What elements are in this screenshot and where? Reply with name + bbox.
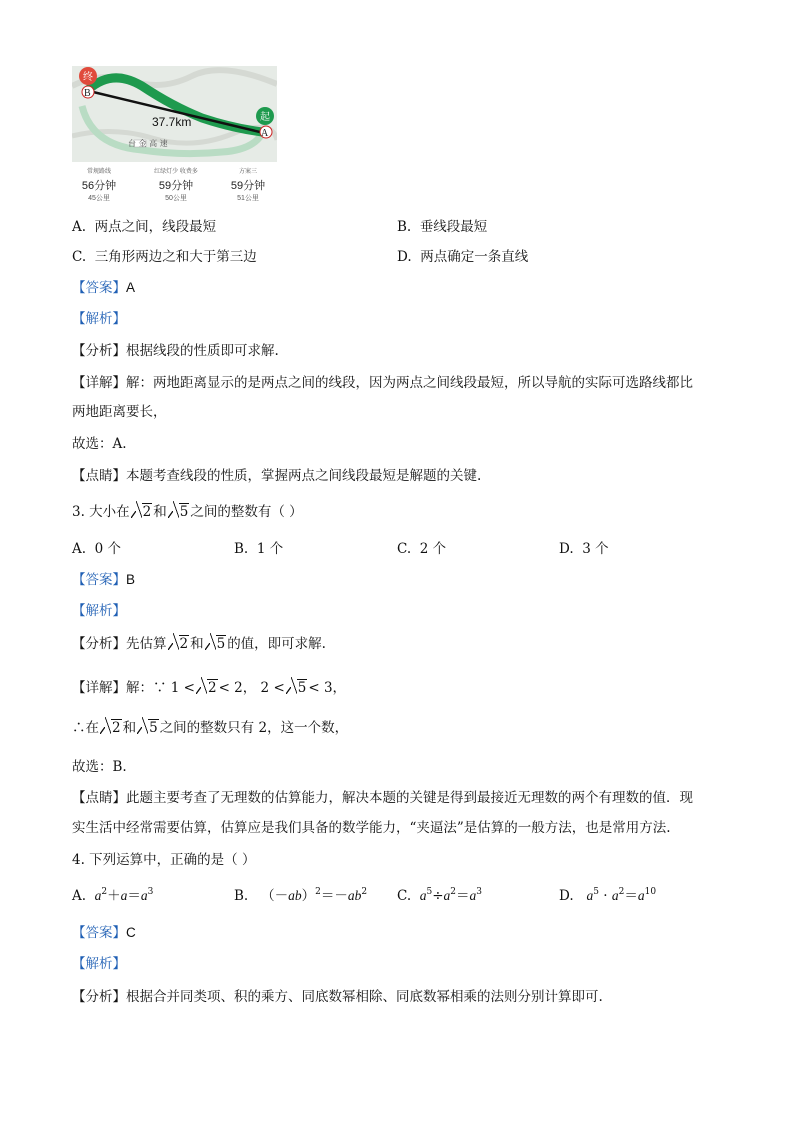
q3-option-c: C. 2 个: [397, 541, 447, 557]
road-label: 台 金 高 速: [128, 139, 168, 148]
route-2-distance: 50公里: [165, 195, 187, 202]
q4-answer: 【答案】C: [72, 925, 136, 941]
route-1-label: 常规路线: [86, 169, 111, 175]
start-marker: 起: [260, 112, 270, 123]
q4-jiexi-tag: 【解析】: [72, 956, 126, 972]
point-b: B: [84, 88, 91, 99]
q3-dianjing-line1: 【点睛】此题主要考查了无理数的估算能力，解决本题的关键是得到最接近无理数的两个有理数的值．现: [72, 790, 693, 806]
q4-option-d: D. $a^5 \cdot a^2=a^{10}$: [559, 887, 657, 904]
q2-fenxi: 【分析】根据线段的性质即可求解.: [72, 343, 279, 359]
q4-stem: 4. 下列运算中，正确的是（ ）: [72, 852, 256, 868]
route-option-3: [218, 166, 278, 203]
q2-xiangjie-line2: 两地距离要长，: [72, 404, 167, 420]
q4-fenxi: 【分析】根据合并同类项、积的乘方、同底数幂相除、同底数幂相乘的法则分别计算即可.: [72, 989, 603, 1005]
q2-option-c: C. 三角形两边之和大于第三边: [72, 249, 257, 265]
map-graphic: [72, 66, 277, 162]
navigation-map: [72, 66, 277, 162]
q2-dianjing: 【点睛】本题考查线段的性质，掌握两点之间线段最短是解题的关键.: [72, 468, 482, 484]
q3-xiangjie: 【详解】解：∵ 1 < 2 < 2， 2 < 5 < 3，: [72, 680, 347, 696]
q3-stem: 3. 大小在 2 和 5 之间的整数有（ ）: [72, 504, 303, 520]
route-2-time: 59分钟: [158, 180, 194, 192]
route-option-1: [69, 166, 129, 203]
distance-label: 37.7km: [152, 115, 192, 129]
q2-option-a: A. 两点之间，线段最短: [72, 219, 217, 235]
q2-option-d: D. 两点确定一条直线: [397, 249, 529, 265]
q2-option-b: B. 垂线段最短: [397, 219, 488, 235]
q3-guxuan: 故选：B.: [72, 759, 127, 775]
q2-answer: 【答案】A: [72, 280, 136, 296]
q3-answer: 【答案】B: [72, 572, 136, 588]
route-3-time: 59分钟: [230, 180, 266, 192]
route-3-label: 方案三: [238, 169, 257, 175]
q2-xiangjie-line1: 【详解】解：两地距离显示的是两点之间的线段，因为两点之间线段最短，所以导航的实际可选路线都比: [72, 375, 693, 391]
q3-option-d: D. 3 个: [559, 541, 609, 557]
route-2-label: 红绿灯少 收费多: [154, 169, 198, 175]
q4-option-a: A. $a^2+a=a^3$: [72, 887, 154, 904]
q3-therefore: ∴在 2 和 5 之间的整数只有 2，这一个数，: [72, 720, 349, 736]
q4-option-b: B. $(-ab)^2=-ab^2$: [234, 887, 368, 904]
q3-option-a: A. 0 个: [72, 541, 122, 557]
q3-dianjing-line2: 实生活中经常需要估算，估算应是我们具备的数学能力，“夹逼法”是估算的一般方法，也是常用方法.: [72, 820, 671, 836]
route-3-distance: 51公里: [237, 195, 259, 202]
q3-fenxi: 【分析】先估算 2 和 5 的值，即可求解.: [72, 636, 326, 652]
q3-option-b: B. 1 个: [234, 541, 284, 557]
route-1-distance: 45公里: [88, 195, 110, 202]
route-option-2: [146, 166, 206, 203]
q4-option-c: C. $a^5\div a^2=a^3$: [397, 887, 482, 904]
q2-jiexi-tag: 【解析】: [72, 311, 126, 327]
q3-jiexi-tag: 【解析】: [72, 603, 126, 619]
end-marker: 终: [83, 72, 93, 83]
route-1-time: 56分钟: [81, 180, 117, 192]
point-a: A: [261, 128, 269, 139]
q2-guxuan: 故选：A.: [72, 436, 127, 452]
